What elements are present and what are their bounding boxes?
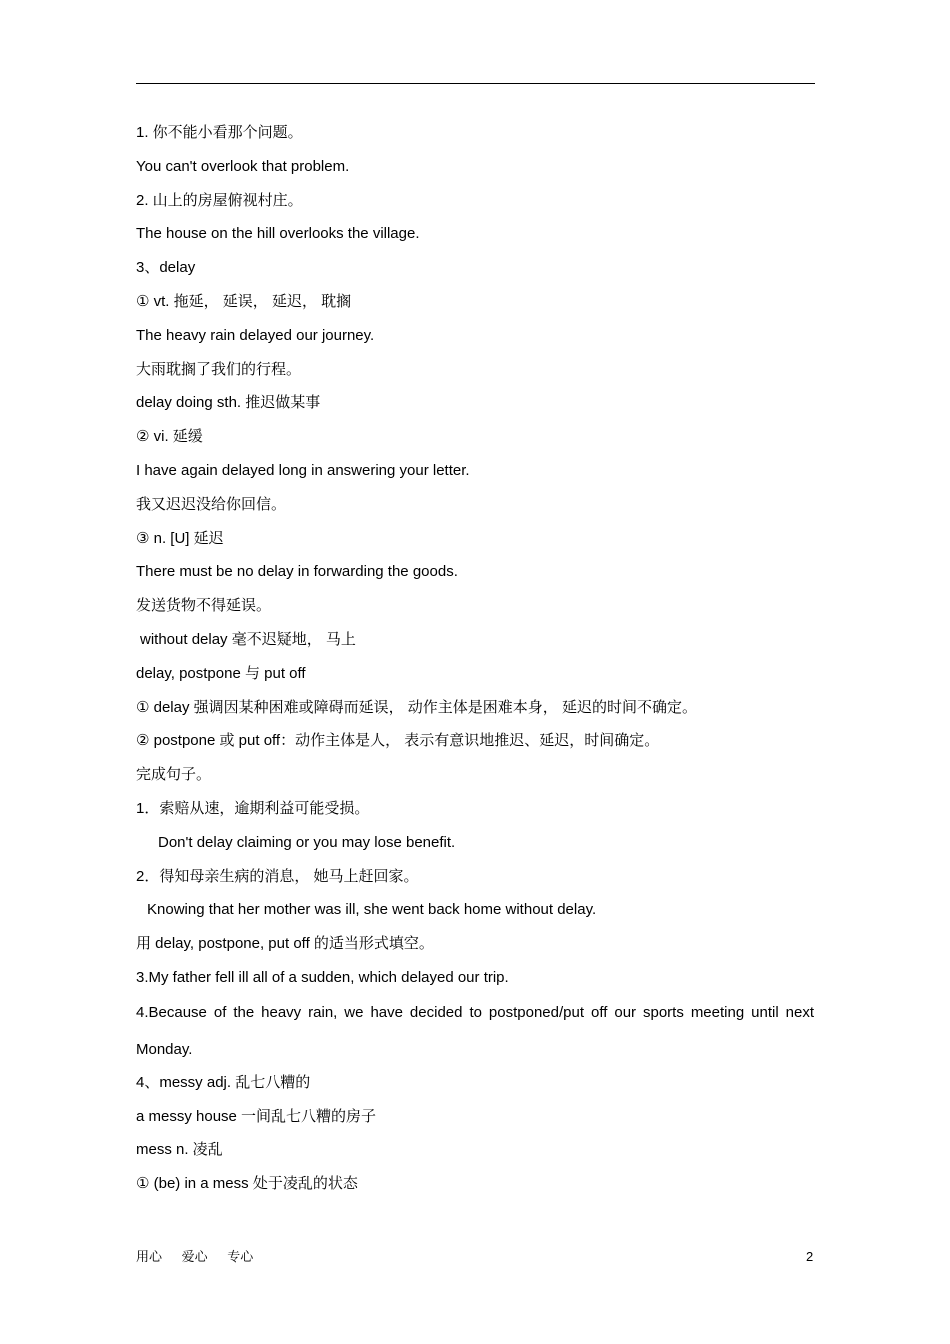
footer-motto-3: 专心 [227,1249,254,1264]
text-line: 发送货物不得延误。 [136,597,272,615]
text-line: Don't delay claiming or you may lose benefit. [158,833,456,851]
text-line: 用 delay, postpone, put off 的适当形式填空。 [136,935,434,953]
text-line: ① (be) in a mess 处于凌乱的状态 [136,1175,358,1193]
text-line: ② postpone 或 put off：动作主体是人， 表示有意识地推迟、延迟，时间确定。 [136,732,660,750]
text-line: delay, postpone 与 put off [136,664,306,682]
header-rule [136,83,815,84]
footer-motto-1: 用心 [136,1249,163,1264]
text-line: ③ n. [U] 延迟 [136,529,224,547]
section-heading: 3、delay [136,259,196,277]
text-line: 大雨耽搁了我们的行程。 [136,360,302,378]
text-line: Knowing that her mother was ill, she went back home without delay. [147,901,597,919]
footer-motto-2: 爱心 [181,1249,208,1264]
text-line: 3.My father fell ill all of a sudden, which delayed our trip. [136,968,509,986]
body-text [136,123,814,1208]
text-line: a messy house 一间乱七八糟的房子 [136,1107,377,1125]
text-paragraph: 4.Because of the heavy rain, we have decided to postponed/put off our sports meeting until next Monday. [136,1003,814,1058]
text-line: You can't overlook that problem. [136,157,350,175]
page-number: 2 [806,1249,814,1264]
text-line: 完成句子。 [136,766,212,784]
text-line: 我又迟迟没给你回信。 [136,495,287,513]
text-line: The heavy rain delayed our journey. [136,326,375,344]
text-line: There must be no delay in forwarding the goods. [136,563,458,581]
text-line: 1. 你不能小看那个问题。 [136,124,303,141]
text-line: I have again delayed long in answering your letter. [136,461,470,479]
text-line: without delay 毫不迟疑地， 马上 [140,630,356,648]
text-line: delay doing sth. 推迟做某事 [136,394,321,412]
section-heading: 4、messy adj. 乱七八糟的 [136,1073,311,1091]
text-line: ① delay 强调因某种困难或障碍而延误， 动作主体是困难本身， 延迟的时间不确定。 [136,698,697,716]
text-line: ① vt. 拖延， 延误， 延迟， 耽搁 [136,292,352,310]
text-line: The house on the hill overlooks the village. [136,225,420,243]
text-line: 2. 山上的房屋俯视村庄。 [136,191,303,209]
text-line: ② vi. 延缓 [136,428,203,446]
text-line: 2．得知母亲生病的消息， 她马上赶回家。 [136,867,419,885]
footer-motto [136,1248,269,1266]
text-line: 1．索赔从速，逾期利益可能受损。 [136,799,370,817]
text-line: mess n. 凌乱 [136,1141,223,1159]
